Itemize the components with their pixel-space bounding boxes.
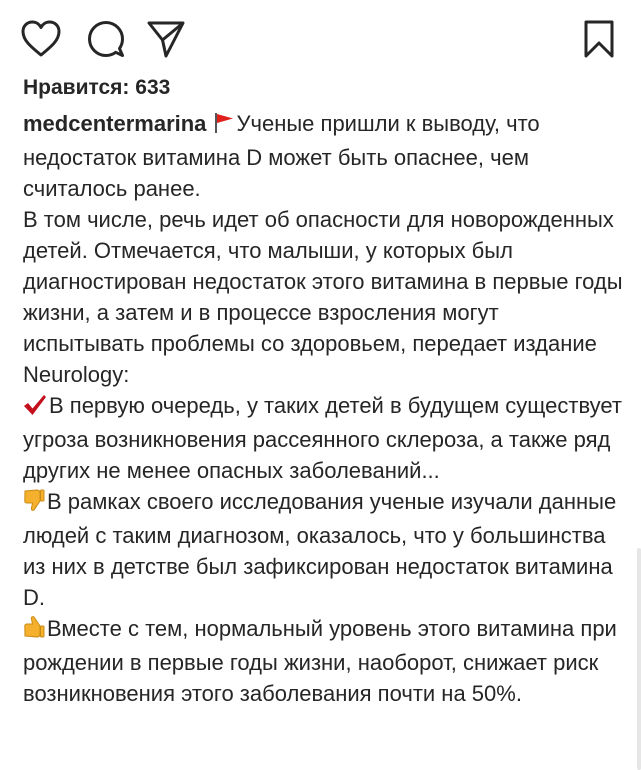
check-mark-icon	[23, 393, 47, 424]
likes-count[interactable]	[23, 73, 170, 103]
caption-paragraph-2: В том числе, речь идет об опасности для новорожденных детей. Отмечается, что малыши, у которых был диагностирован недостаток этого витамина в первые годы жизни, а затем и в процессе взросления могут испытывать проблемы со здоровьем, передает издание Neurology:	[23, 207, 623, 387]
scrollbar[interactable]	[637, 548, 641, 770]
post-caption	[23, 108, 623, 709]
paper-plane-icon	[146, 19, 186, 59]
caption-text: В первую очередь, у таких детей в будущем существует угроза возникновения рассеянного склероза, а также ряд других не менее опасных заболеваний...	[23, 393, 623, 483]
post-action-bar	[0, 0, 641, 72]
speech-bubble-icon	[86, 19, 126, 59]
caption-paragraph-5	[23, 613, 623, 709]
caption-paragraph-1	[23, 108, 623, 204]
likes-number: 633	[135, 76, 171, 99]
likes-label: Нравится:	[23, 76, 130, 99]
thumbs-down-icon	[23, 488, 45, 520]
save-button[interactable]	[578, 18, 620, 60]
caption-username[interactable]: medcentermarina	[23, 111, 207, 136]
share-button[interactable]	[145, 18, 187, 60]
thumbs-up-icon	[23, 615, 45, 647]
caption-paragraph-4	[23, 486, 623, 613]
caption-text: Вместе с тем, нормальный уровень этого витамина при рождении в первые годы жизни, наоборот, снижает риск возникновения этого заболевания почти на 50%.	[23, 616, 617, 706]
like-button[interactable]	[20, 18, 62, 60]
caption-paragraph-3	[23, 390, 623, 486]
bookmark-icon	[580, 19, 618, 59]
red-flag-icon	[213, 111, 235, 142]
caption-text: В рамках своего исследования ученые изучали данные людей с таким диагнозом, оказалось, что у большинства из них в детстве был зафиксирован недостаток витамина D.	[23, 489, 617, 610]
heart-icon	[21, 20, 61, 58]
comment-button[interactable]	[85, 18, 127, 60]
caption-text: Ученые пришли к выводу, что недостаток витамина D может быть опаснее, чем считалось ранее.	[23, 111, 540, 201]
